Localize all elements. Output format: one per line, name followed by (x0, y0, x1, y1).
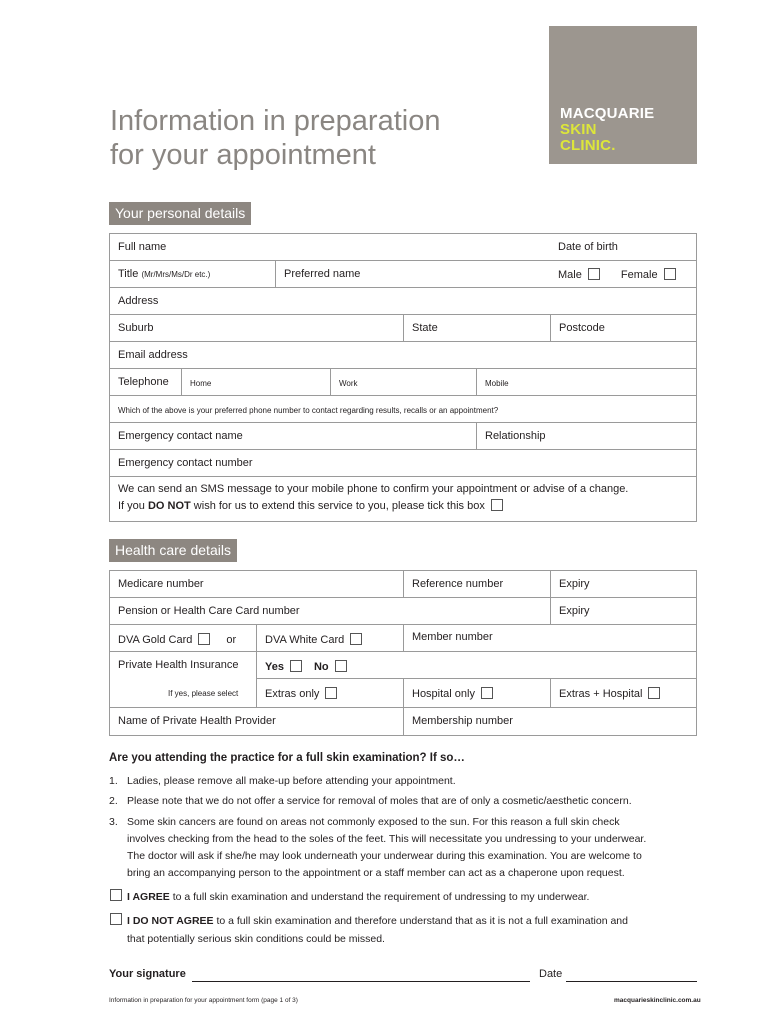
work-phone-field[interactable] (330, 369, 476, 395)
hospital-label: Hospital only (412, 688, 475, 700)
personal-details-heading: Your personal details (109, 202, 251, 225)
pension-expiry-field[interactable] (550, 598, 696, 624)
disagree-line-2: that potentially serious skin conditions could be missed. (127, 933, 385, 945)
title-hint: (Mr/Mrs/Ms/Dr etc.) (141, 270, 211, 279)
female-checkbox[interactable] (664, 268, 676, 280)
full-name-field[interactable] (110, 234, 550, 260)
item-line: The doctor will ask if she/he may look underneath your underwear during this examination. You are welcome to (127, 850, 642, 862)
title-line-2: for your appointment (110, 139, 376, 171)
phi-label-cell (110, 652, 256, 707)
member-label: Member number (412, 631, 493, 643)
row-suburb (110, 315, 696, 342)
hospital-checkbox[interactable] (481, 687, 493, 699)
logo-line-3: CLINIC. (560, 137, 616, 154)
item-text: Ladies, please remove all make-up before attending your appointment. (127, 775, 456, 787)
medicare-label: Medicare number (118, 578, 204, 590)
provider-field[interactable] (110, 708, 403, 735)
sms-consent (110, 477, 696, 521)
phi-no-checkbox[interactable] (335, 660, 347, 672)
agree-bold: I AGREE (127, 891, 170, 903)
footer-left: Information in preparation for your appointment form (page 1 of 3) (109, 997, 298, 1004)
relationship-field[interactable] (476, 423, 696, 449)
clinic-logo (549, 26, 697, 164)
dva-gold-checkbox[interactable] (198, 633, 210, 645)
item-text (127, 814, 707, 882)
work-label: Work (339, 379, 358, 388)
reference-field[interactable] (403, 571, 550, 597)
mobile-phone-field[interactable] (476, 369, 696, 395)
emergency-name-label: Emergency contact name (118, 430, 243, 442)
suburb-label: Suburb (118, 322, 154, 334)
postcode-label: Postcode (559, 322, 605, 334)
extras-hospital-group (550, 679, 696, 708)
title-line-1: Information in preparation (110, 105, 441, 137)
row-medicare (110, 571, 696, 598)
date-line[interactable] (566, 981, 697, 982)
medicare-field[interactable] (110, 571, 403, 597)
row-dva (110, 625, 696, 652)
title-label: Title (118, 268, 139, 280)
yes-label: Yes (265, 661, 284, 673)
agree-checkbox[interactable] (110, 889, 122, 901)
signature-line[interactable] (192, 981, 530, 982)
address-field[interactable] (110, 288, 696, 314)
extras-hospital-checkbox[interactable] (648, 687, 660, 699)
home-label: Home (190, 379, 212, 388)
state-label: State (412, 322, 438, 334)
item-line: involves checking from the head to the soles of the feet. This will necessitate you undressing to your underwear. (127, 833, 647, 845)
row-title (110, 261, 696, 288)
home-phone-field[interactable] (181, 369, 330, 395)
dva-gold-label: DVA Gold Card (118, 634, 193, 646)
sms-line-2 (118, 498, 696, 515)
item-line: Some skin cancers are found on areas not commonly exposed to the sun. For this reason a full skin check (127, 816, 620, 828)
row-telephone (110, 369, 696, 396)
expiry-label-2: Expiry (559, 605, 590, 617)
personal-details-form (109, 233, 697, 522)
row-address (110, 288, 696, 315)
footer-website: macquarieskinclinic.com.au (614, 997, 701, 1004)
health-details-form (109, 570, 697, 736)
gender-group (550, 261, 696, 287)
email-label: Email address (118, 349, 188, 361)
preferred-phone-field[interactable] (110, 396, 696, 422)
address-label: Address (118, 295, 159, 307)
extras-checkbox[interactable] (325, 687, 337, 699)
phi-label: Private Health Insurance (118, 659, 239, 671)
title-field[interactable] (110, 261, 275, 287)
male-checkbox[interactable] (588, 268, 600, 280)
dva-white-label: DVA White Card (265, 634, 345, 646)
email-field[interactable] (110, 342, 696, 368)
emergency-number-field[interactable] (110, 450, 696, 476)
exam-question: Are you attending the practice for a full skin examination? If so… (109, 752, 465, 764)
item-number: 3. (109, 816, 118, 828)
item-number: 2. (109, 795, 118, 807)
extras-label: Extras only (265, 688, 320, 700)
provider-label: Name of Private Health Provider (118, 715, 276, 727)
sms-optout-checkbox[interactable] (491, 499, 503, 511)
row-phi (110, 652, 696, 708)
dva-white-checkbox[interactable] (350, 633, 362, 645)
member-number-field[interactable] (403, 625, 696, 651)
row-pension (110, 598, 696, 625)
preferred-name-field[interactable] (275, 261, 550, 287)
membership-label: Membership number (412, 715, 513, 727)
extras-hospital-label: Extras + Hospital (559, 688, 643, 700)
extras-group (256, 679, 403, 708)
row-emergency-name (110, 423, 696, 450)
sms-line-1: We can send an SMS message to your mobile phone to confirm your appointment or advise of a change. (118, 483, 629, 495)
medicare-expiry-field[interactable] (550, 571, 696, 597)
state-field[interactable] (403, 315, 550, 341)
item-number: 1. (109, 775, 118, 787)
phi-yes-checkbox[interactable] (290, 660, 302, 672)
no-label: No (313, 661, 329, 673)
mobile-label: Mobile (485, 379, 509, 388)
agree-text (127, 888, 707, 906)
male-label: Male (558, 269, 582, 281)
disagree-checkbox[interactable] (110, 913, 122, 925)
phi-yes-no (256, 652, 696, 679)
or-label: or (226, 634, 237, 646)
pension-field[interactable] (110, 598, 550, 624)
pension-label: Pension or Health Care Card number (118, 605, 300, 617)
full-name-label: Full name (118, 241, 167, 253)
phi-yes-group (257, 652, 347, 678)
health-details-heading: Health care details (109, 539, 237, 562)
disagree-rest: to a full skin examination and therefore understand that as it is not a full examination and (213, 915, 628, 927)
telephone-label: Telephone (118, 376, 169, 388)
sms-text-bold: DO NOT (147, 500, 191, 512)
disagree-bold: I DO NOT AGREE (127, 915, 214, 927)
dob-label: Date of birth (558, 241, 618, 253)
row-emergency-number (110, 450, 696, 477)
sms-text-a: If you (118, 500, 148, 512)
date-label: Date (539, 968, 563, 980)
emergency-name-field[interactable] (110, 423, 476, 449)
row-email (110, 342, 696, 369)
expiry-label: Expiry (559, 578, 590, 590)
relationship-label: Relationship (485, 430, 546, 442)
page-title (110, 104, 440, 172)
logo-line-1: MACQUARIE (560, 105, 655, 122)
row-provider (110, 708, 696, 735)
emergency-number-label: Emergency contact number (118, 457, 253, 469)
postcode-field[interactable] (550, 315, 696, 341)
agree-rest: to a full skin examination and understand the requirement of undressing to my underwear. (169, 891, 590, 903)
disagree-text (127, 912, 707, 948)
if-yes-label: If yes, please select (168, 689, 239, 698)
signature-label: Your signature (109, 968, 186, 980)
preferred-phone-label: Which of the above is your preferred phone number to contact regarding results, recalls or an appointment? (118, 406, 499, 415)
hospital-group (403, 679, 550, 708)
reference-label: Reference number (412, 578, 504, 590)
dva-white-group (256, 625, 403, 651)
dob-field[interactable] (550, 234, 696, 260)
item-line: bring an accompanying person to the appointment or a staff member can act as a chaperone upon request. (127, 867, 625, 879)
logo-line-2: SKIN (560, 121, 597, 138)
row-sms (110, 477, 696, 521)
suburb-field[interactable] (110, 315, 403, 341)
row-preferred-phone (110, 396, 696, 423)
female-label: Female (620, 269, 658, 281)
sms-text-c: wish for us to extend this service to you, please tick this box (190, 500, 485, 512)
preferred-name-label: Preferred name (284, 268, 361, 280)
membership-field[interactable] (403, 708, 696, 735)
dva-gold-group (110, 625, 256, 651)
item-text: Please note that we do not offer a service for removal of moles that are of only a cosmetic/aesthetic concern. (127, 795, 632, 807)
row-full-name (110, 234, 696, 261)
